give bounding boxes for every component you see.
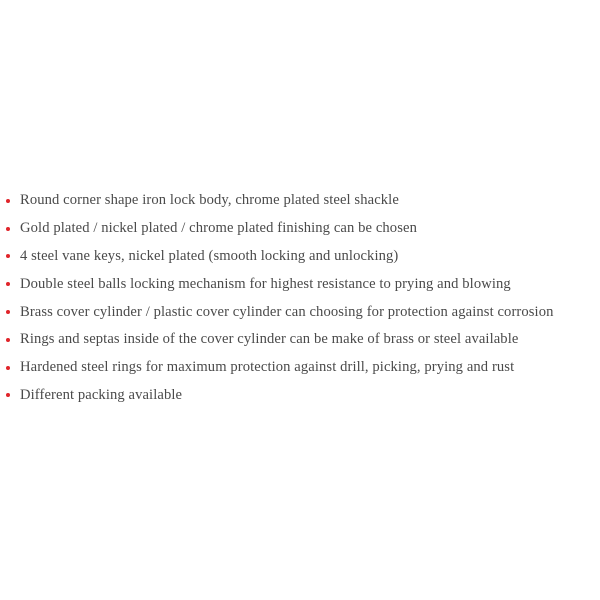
list-item bbox=[6, 326, 554, 354]
list-item-text: Double steel balls locking mechanism for highest resistance to prying and blowing bbox=[20, 275, 511, 292]
bullet-icon bbox=[6, 227, 10, 231]
list-item bbox=[6, 215, 554, 243]
list-item bbox=[6, 382, 554, 410]
bullet-icon bbox=[6, 199, 10, 203]
list-item bbox=[6, 298, 554, 326]
list-item bbox=[6, 243, 554, 271]
list-item-text: Rings and septas inside of the cover cylinder can be make of brass or steel available bbox=[20, 331, 519, 348]
bullet-icon bbox=[6, 282, 10, 286]
bullet-icon bbox=[6, 393, 10, 397]
bullet-icon bbox=[6, 310, 10, 314]
list-item bbox=[6, 354, 554, 382]
list-item-text: Brass cover cylinder / plastic cover cylinder can choosing for protection against corrosion bbox=[20, 303, 554, 320]
list-item-text: Gold plated / nickel plated / chrome plated finishing can be chosen bbox=[20, 220, 417, 237]
list-item bbox=[6, 270, 554, 298]
list-item-text: Different packing available bbox=[20, 386, 183, 403]
feature-list bbox=[6, 187, 554, 409]
list-item bbox=[6, 187, 554, 215]
list-item-text: Round corner shape iron lock body, chrome plated steel shackle bbox=[20, 192, 399, 209]
bullet-icon bbox=[6, 254, 10, 258]
list-item-text: Hardened steel rings for maximum protection against drill, picking, prying and rust bbox=[20, 359, 515, 376]
bullet-icon bbox=[6, 338, 10, 342]
list-item-text: 4 steel vane keys, nickel plated (smooth locking and unlocking) bbox=[20, 247, 399, 264]
bullet-icon bbox=[6, 366, 10, 370]
